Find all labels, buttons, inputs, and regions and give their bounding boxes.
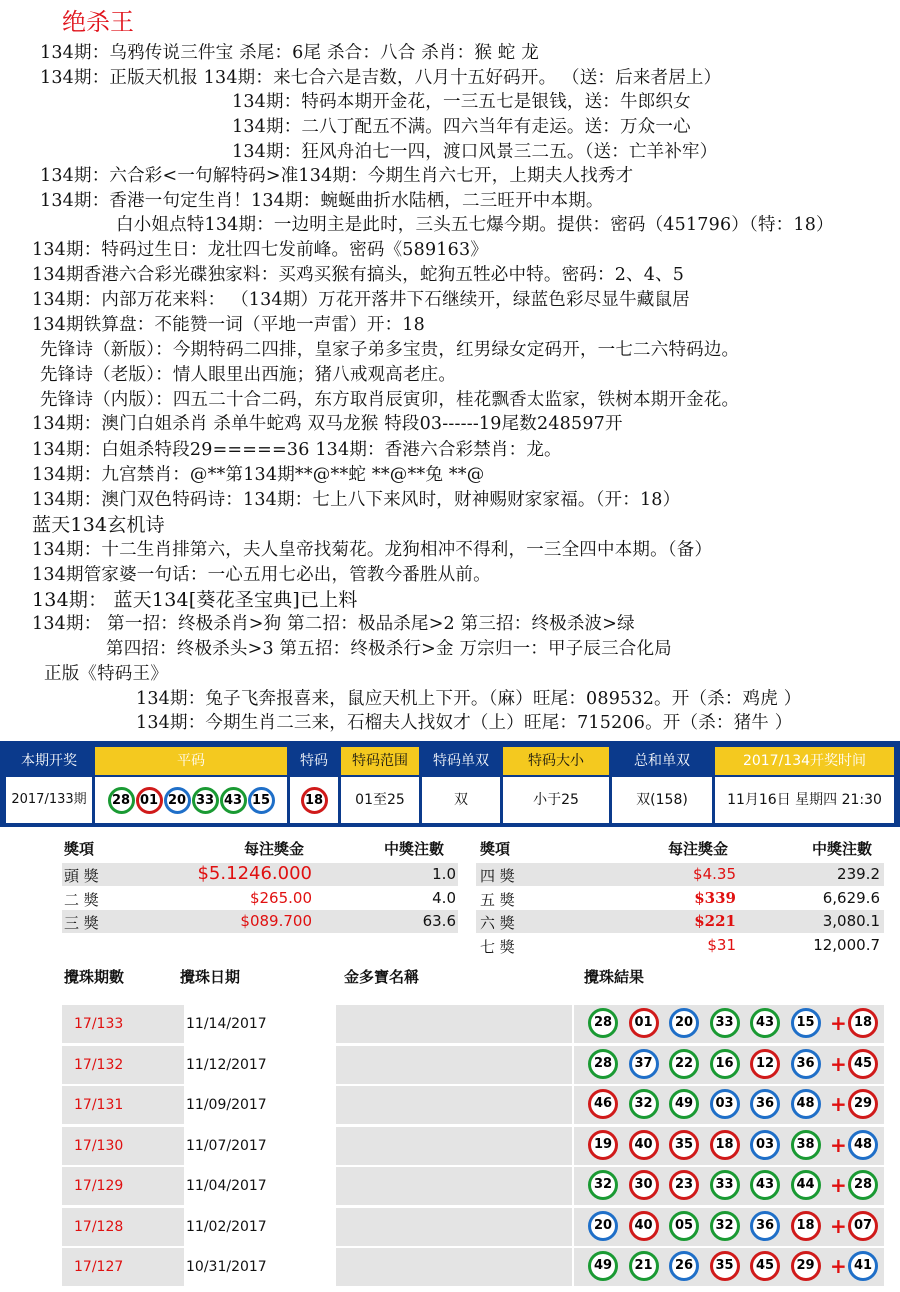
prize-count: 1.0	[432, 865, 456, 883]
prediction-line: 134期：特码本期开金花，一三五七是银钱，送：牛郎织女	[232, 92, 691, 112]
result-balls	[574, 1248, 884, 1286]
result-date: 11/04/2017	[186, 1167, 334, 1205]
results-header-period: 攪珠期數	[64, 968, 125, 986]
result-number-ball: 28	[588, 1049, 618, 1079]
result-date: 10/31/2017	[186, 1248, 334, 1286]
prize-name: 六 獎	[480, 914, 515, 932]
next-draw-time-value: 11月16日 星期四 21:30	[715, 777, 894, 823]
result-balls	[574, 1005, 884, 1043]
header-current-draw: 本期开奖	[6, 747, 92, 775]
result-number-ball: 37	[629, 1049, 659, 1079]
result-number-ball: 15	[791, 1008, 821, 1038]
result-number-ball: 21	[629, 1251, 659, 1281]
result-number-ball: 16	[710, 1049, 740, 1079]
result-number-ball: 35	[669, 1130, 699, 1160]
results-row	[62, 1208, 884, 1246]
result-period: 17/131	[62, 1086, 184, 1124]
prize-name: 五 獎	[480, 890, 515, 909]
plus-sign: +	[830, 1132, 847, 1157]
special-size-value: 小于25	[503, 777, 609, 823]
prize-header-amount-right: 每注獎金	[668, 840, 729, 858]
plus-sign: +	[830, 1213, 847, 1238]
result-number-ball: 20	[669, 1008, 699, 1038]
prediction-line: 134期：内部万花来料： （134期）万花开落井下石继续开，绿蓝色彩尽显牛藏鼠居	[32, 290, 690, 310]
prediction-line: 134期：九宫禁肖：@**第134期**@**蛇 **@**兔 **@	[32, 465, 485, 485]
number-ball: 28	[108, 787, 135, 814]
page-title: 绝杀王	[62, 8, 134, 36]
result-number-ball: 36	[791, 1049, 821, 1079]
prediction-line: 先锋诗（新版）：今期特码二四排，皇家子弟多宝贵，红男绿女定码开，一七二六特码边。	[40, 340, 740, 360]
prediction-line: 134期管家婆一句话：一心五用七必出，管教今番胜从前。	[32, 565, 491, 585]
result-number-ball: 12	[750, 1049, 780, 1079]
result-balls	[574, 1046, 884, 1084]
prediction-line: 134期香港六合彩光碟独家料：买鸡买猴有搞头，蛇狗五牲必中特。密码：2、4、5	[32, 265, 685, 285]
prize-name: 頭 獎	[64, 867, 99, 885]
result-period: 17/133	[62, 1005, 184, 1043]
result-number-ball: 36	[750, 1089, 780, 1119]
result-number-ball: 36	[750, 1211, 780, 1241]
result-number-ball: 18	[791, 1211, 821, 1241]
result-number-ball: 49	[669, 1089, 699, 1119]
header-sum-odd-even: 总和单双	[612, 747, 712, 775]
result-special-ball: 28	[848, 1170, 878, 1200]
plus-sign: +	[830, 1092, 847, 1116]
result-number-ball: 33	[710, 1170, 740, 1200]
result-date: 11/12/2017	[186, 1046, 334, 1084]
prediction-line: 134期： 第一招：终极杀肖>狗 第二招：极品杀尾>2 第三招：终极杀波>绿	[32, 614, 635, 634]
prediction-line: 134期：狂风舟泊七一四，渡口风景三二五。（送：亡羊补牢）	[232, 142, 718, 162]
results-row	[62, 1167, 884, 1205]
prize-name: 四 獎	[480, 867, 515, 885]
result-number-ball: 32	[588, 1170, 618, 1200]
prediction-line: 134期：今期生肖二三来，石榴夫人找奴才（上）旺尾：715206。开（杀：猪牛 ）	[136, 713, 793, 733]
result-date: 11/14/2017	[186, 1005, 334, 1043]
result-number-ball: 45	[750, 1251, 780, 1281]
prize-amount: $265.00	[249, 888, 312, 907]
special-number-ball: 18	[301, 787, 328, 814]
prize-amount: $31	[707, 935, 736, 954]
result-number-ball: 46	[588, 1089, 618, 1119]
result-number-ball: 43	[750, 1008, 780, 1038]
result-number-ball: 40	[629, 1211, 659, 1241]
result-number-ball: 35	[710, 1251, 740, 1281]
header-special-range: 特码范围	[341, 747, 419, 775]
prediction-line: 134期：二八丁配五不满。四六当年有走运。送：万众一心	[232, 117, 691, 137]
result-pool	[336, 1127, 572, 1165]
prediction-line: 134期：澳门双色特码诗：134期：七上八下来风时，财神赐财家家福。（开：18）	[32, 490, 681, 510]
number-ball: 15	[248, 787, 275, 814]
result-date: 11/09/2017	[186, 1086, 334, 1124]
result-special-ball: 48	[848, 1130, 878, 1160]
prediction-line: 134期：十二生肖排第六，夫人皇帝找菊花。龙狗相冲不得利，一三全四中本期。（备）	[32, 540, 713, 560]
prize-count: 12,000.7	[813, 935, 880, 954]
prediction-line: 134期：澳门白姐杀肖 杀单牛蛇鸡 双马龙猴 特段03------19尾数248597开	[32, 414, 623, 434]
result-number-ball: 05	[669, 1211, 699, 1241]
result-number-ball: 23	[669, 1170, 699, 1200]
prize-count: 6,629.6	[822, 888, 880, 907]
result-period: 17/132	[62, 1046, 184, 1084]
prize-header-count-left: 中獎注數	[384, 840, 445, 858]
prediction-line: 134期：六合彩<一句解特码>准134期：今期生肖六七开，上期夫人找秀才	[40, 166, 634, 186]
prize-header-count-right: 中獎注數	[812, 840, 873, 858]
prize-name: 三 獎	[64, 914, 99, 932]
result-pool	[336, 1248, 572, 1286]
results-row	[62, 1248, 884, 1286]
result-number-ball: 32	[629, 1089, 659, 1119]
prediction-line: 先锋诗（内版）：四五二十合二码，东方取肖辰寅卯，桂花飘香太监家，铁树本期开金花。	[40, 390, 740, 410]
prediction-line: 蓝天134玄机诗	[32, 514, 165, 536]
result-number-ball: 29	[791, 1251, 821, 1281]
prediction-line: 134期铁算盘：不能赞一词（平地一声雷）开：18	[32, 315, 425, 335]
result-period: 17/129	[62, 1167, 184, 1205]
prediction-line: 134期：乌鸦传说三件宝 杀尾：6尾 杀合：八合 杀肖：猴 蛇 龙	[40, 43, 539, 63]
results-header-pool: 金多寶名稱	[344, 968, 420, 986]
prediction-line: 134期：特码过生日：龙壮四七发前峰。密码《589163》	[32, 240, 489, 260]
result-pool	[336, 1208, 572, 1246]
result-number-ball: 19	[588, 1130, 618, 1160]
result-balls	[574, 1086, 884, 1124]
number-ball: 20	[164, 787, 191, 814]
result-balls	[574, 1208, 884, 1246]
prize-name: 七 獎	[480, 937, 515, 956]
prediction-line: 134期：白姐杀特段29=====36 134期：香港六合彩禁肖：龙。	[32, 440, 562, 460]
result-number-ball: 26	[669, 1251, 699, 1281]
number-ball: 33	[192, 787, 219, 814]
prediction-line: 先锋诗（老版）：情人眼里出西施；猪八戒观高老庄。	[40, 365, 457, 385]
result-number-ball: 38	[791, 1130, 821, 1160]
results-header-result: 攪珠結果	[584, 968, 645, 986]
result-special-ball: 29	[848, 1089, 878, 1119]
prediction-line: 白小姐点特134期：一边明主是此时，三头五七爆今期。提供：密码（451796）（特：18）	[116, 215, 834, 235]
prize-count: 4.0	[432, 888, 456, 907]
prize-header-amount-left: 每注獎金	[244, 840, 305, 858]
result-number-ball: 43	[750, 1170, 780, 1200]
result-pool	[336, 1086, 572, 1124]
prize-header-name-right: 獎項	[480, 840, 511, 858]
header-special-size: 特码大小	[503, 747, 609, 775]
sum-odd-even-value: 双(158)	[612, 777, 712, 823]
plus-sign: +	[830, 1011, 847, 1035]
result-special-ball: 18	[848, 1008, 878, 1038]
header-next-draw-time: 2017/134开奖时间	[715, 747, 894, 775]
results-row	[62, 1086, 884, 1124]
number-ball: 43	[220, 787, 247, 814]
prize-name: 二 獎	[64, 890, 99, 909]
result-special-ball: 45	[848, 1049, 878, 1079]
result-number-ball: 30	[629, 1170, 659, 1200]
prize-count: 239.2	[837, 865, 880, 883]
prediction-line: 正版《特码王》	[44, 664, 168, 684]
prediction-line: 134期： 蓝天134[葵花圣宝典]已上料	[32, 589, 358, 611]
prize-header-name-left: 獎項	[64, 840, 95, 858]
result-number-ball: 03	[710, 1089, 740, 1119]
prize-count: 63.6	[422, 912, 456, 930]
result-date: 11/07/2017	[186, 1127, 334, 1165]
number-ball: 01	[136, 787, 163, 814]
result-period: 17/127	[62, 1248, 184, 1286]
result-number-ball: 01	[629, 1008, 659, 1038]
header-normal-numbers: 平码	[95, 747, 287, 775]
prediction-line: 第四招：终极杀头>3 第五招：终极杀行>金 万宗归一：甲子辰三合化局	[106, 639, 672, 659]
prize-amount: $221	[694, 912, 736, 930]
result-number-ball: 40	[629, 1130, 659, 1160]
result-number-ball: 20	[588, 1211, 618, 1241]
prize-row	[476, 863, 884, 886]
result-pool	[336, 1167, 572, 1205]
results-header-date: 攪珠日期	[180, 968, 241, 986]
prize-amount: $4.35	[693, 865, 736, 883]
result-date: 11/02/2017	[186, 1208, 334, 1246]
plus-sign: +	[830, 1051, 847, 1076]
result-number-ball: 32	[710, 1211, 740, 1241]
results-row	[62, 1046, 884, 1084]
result-period: 17/130	[62, 1127, 184, 1165]
result-balls	[574, 1127, 884, 1165]
result-period: 17/128	[62, 1208, 184, 1246]
prediction-line: 134期：香港一句定生肖！134期：蜿蜒曲折水陆栖，二三旺开中本期。	[40, 191, 604, 211]
special-range-value: 01至25	[341, 777, 419, 823]
prize-amount: $5.1246.000	[197, 863, 312, 884]
result-pool	[336, 1005, 572, 1043]
normal-balls	[95, 777, 287, 823]
prediction-line: 134期：兔子飞奔报喜来，鼠应天机上下开。（麻）旺尾：089532。开（杀：鸡虎 ）	[136, 689, 802, 709]
result-number-ball: 49	[588, 1251, 618, 1281]
prediction-line: 134期：正版天机报 134期：来七合六是吉数，八月十五好码开。 （送：后来者居上）	[40, 68, 722, 88]
result-number-ball: 22	[669, 1049, 699, 1079]
result-number-ball: 18	[710, 1130, 740, 1160]
result-special-ball: 41	[848, 1251, 878, 1281]
draw-summary-table	[0, 741, 900, 827]
result-special-ball: 07	[848, 1211, 878, 1241]
plus-sign: +	[830, 1173, 847, 1197]
result-pool	[336, 1046, 572, 1084]
results-row	[62, 1005, 884, 1043]
header-special-number: 特码	[290, 747, 338, 775]
draw-period: 2017/133期	[6, 777, 92, 823]
special-ball	[290, 777, 338, 823]
header-special-odd-even: 特码单双	[422, 747, 500, 775]
results-row	[62, 1127, 884, 1165]
result-number-ball: 44	[791, 1170, 821, 1200]
prize-amount: $339	[694, 888, 736, 907]
result-balls	[574, 1167, 884, 1205]
result-number-ball: 33	[710, 1008, 740, 1038]
prize-count: 3,080.1	[822, 912, 880, 930]
result-number-ball: 03	[750, 1130, 780, 1160]
prize-amount: $089.700	[240, 912, 312, 930]
result-number-ball: 28	[588, 1008, 618, 1038]
result-number-ball: 48	[791, 1089, 821, 1119]
special-odd-even-value: 双	[422, 777, 500, 823]
plus-sign: +	[830, 1254, 847, 1278]
